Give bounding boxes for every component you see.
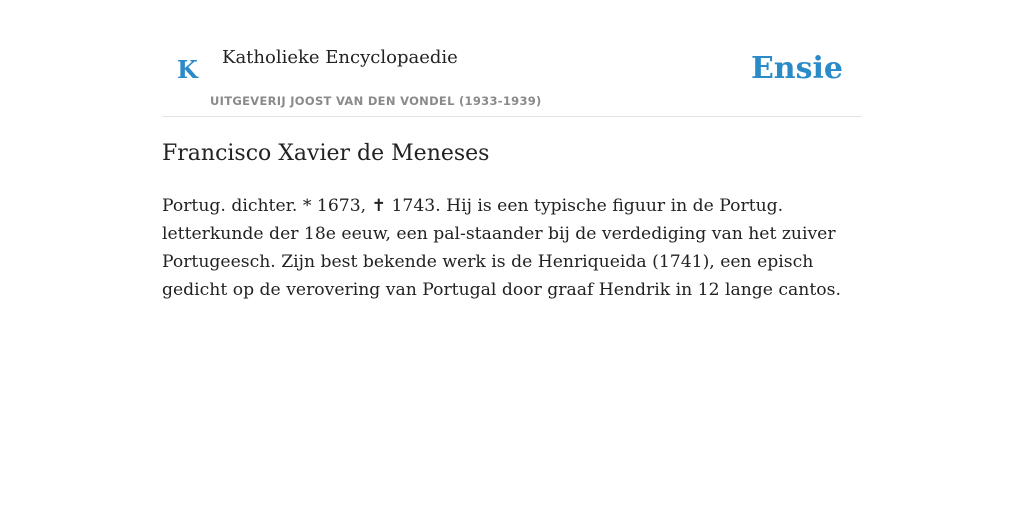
site-header: [162, 0, 862, 117]
encyclopedia-logo[interactable]: K: [177, 55, 198, 84]
publisher-subtitle: UITGEVERIJ JOOST VAN DEN VONDEL (1933-1939): [210, 94, 542, 108]
article-title: Francisco Xavier de Meneses: [162, 141, 490, 166]
ensie-logo-link[interactable]: Ensie: [750, 51, 843, 86]
article-body: Portug. dichter. * 1673, ✝ 1743. Hij is een typische figuur in de Portug. letterkunde der 18e eeuw, een pal-staander bij de verdediging van het zuiver Portugeesch. Zijn best bekende werk is de Henriqueida (1741), een episch gedicht op de verovering van Portugal door graaf Hendrik in 12 lange cantos.: [162, 196, 841, 300]
encyclopedia-title-link[interactable]: Katholieke Encyclopaedie: [222, 47, 458, 68]
